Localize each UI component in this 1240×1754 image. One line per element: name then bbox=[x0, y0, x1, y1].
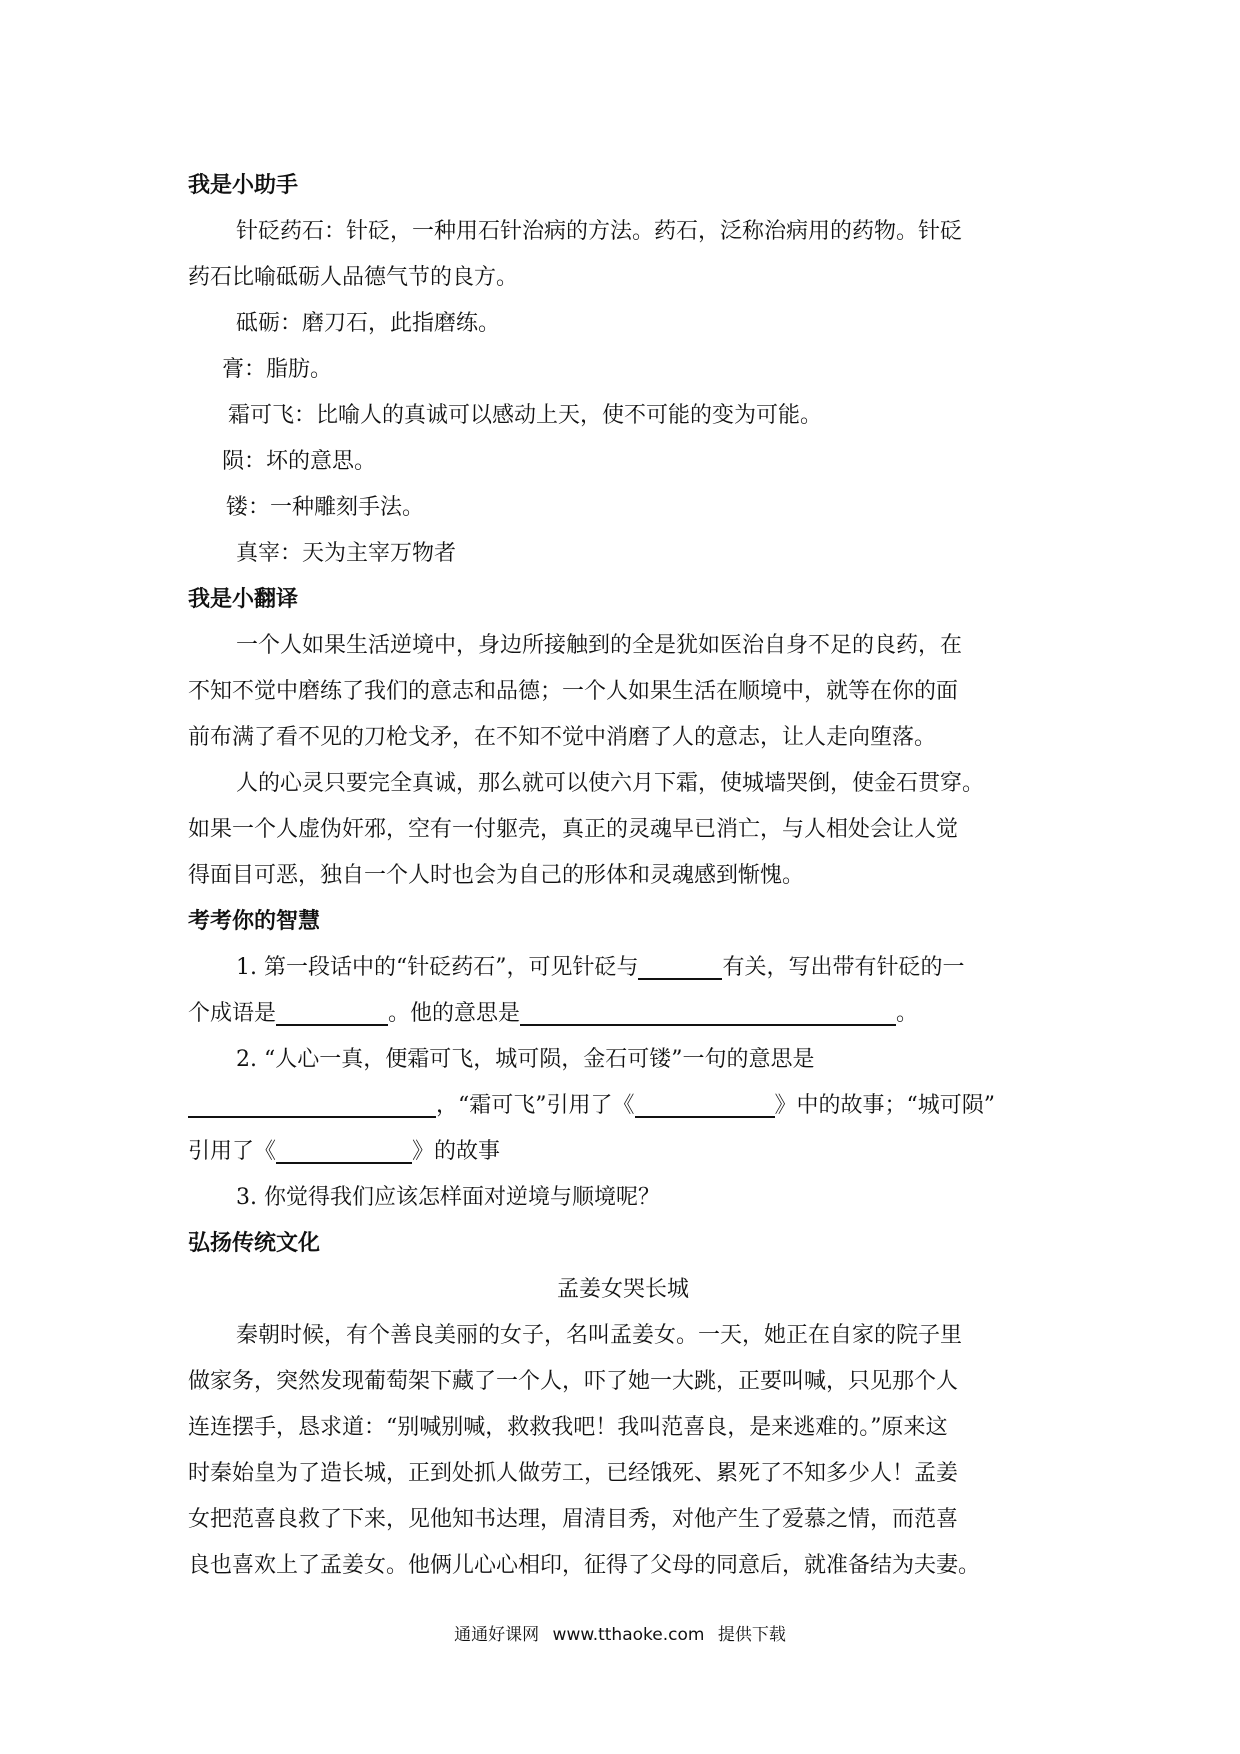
translation-line: 一个人如果生活逆境中，身边所接触到的全是犹如医治自身不足的良药，在 bbox=[236, 633, 963, 658]
answer-blank[interactable] bbox=[276, 1000, 388, 1026]
section-heading-quiz: 考考你的智慧 bbox=[188, 909, 321, 934]
quiz-question-3: 3. 你觉得我们应该怎样面对逆境与顺境呢？ bbox=[236, 1185, 660, 1210]
answer-blank[interactable] bbox=[520, 1000, 896, 1026]
glossary-line: 膏：脂肪。 bbox=[222, 357, 333, 382]
answer-blank[interactable] bbox=[635, 1092, 775, 1118]
quiz-text: 引用了《 bbox=[188, 1139, 277, 1164]
translation-line: 前布满了看不见的刀枪戈矛，在不知不觉中消磨了人的意志，让人走向堕落。 bbox=[188, 725, 937, 750]
quiz-question-1-cont bbox=[188, 991, 1058, 1037]
glossary-line: 针砭药石：针砭，一种用石针治病的方法。药石，泛称治病用的药物。针砭 bbox=[236, 219, 963, 244]
story-line: 做家务，突然发现葡萄架下藏了一个人，吓了她一大跳，正要叫喊，只见那个人 bbox=[188, 1369, 959, 1394]
translation-line: 不知不觉中磨练了我们的意志和品德；一个人如果生活在顺境中，就等在你的面 bbox=[188, 679, 959, 704]
quiz-question-2-cont bbox=[188, 1083, 1058, 1129]
quiz-text: 1. 第一段话中的“针砭药石”，可见针砭与 bbox=[236, 955, 639, 980]
glossary-line: 真宰：天为主宰万物者 bbox=[236, 541, 457, 566]
section-heading-culture: 弘扬传统文化 bbox=[188, 1231, 321, 1256]
section-heading-translation: 我是小翻译 bbox=[188, 587, 299, 612]
footer-site-name: 通通好课网 bbox=[454, 1625, 540, 1645]
quiz-text: 个成语是 bbox=[188, 1001, 277, 1026]
glossary-line: 霜可飞：比喻人的真诚可以感动上天，使不可能的变为可能。 bbox=[228, 403, 823, 428]
answer-blank[interactable] bbox=[276, 1138, 412, 1164]
glossary-line: 陨：坏的意思。 bbox=[222, 449, 377, 474]
quiz-text: 》中的故事；“城可陨” bbox=[774, 1093, 995, 1118]
section-heading-helper: 我是小助手 bbox=[188, 173, 299, 198]
quiz-question-2: 2. “人心一真，便霜可飞，城可陨，金石可镂”一句的意思是 bbox=[236, 1047, 815, 1072]
quiz-text: ，“霜可飞”引用了《 bbox=[436, 1093, 635, 1118]
story-line: 连连摆手，恳求道：“别喊别喊，救救我吧！我叫范喜良，是来逃难的。”原来这 bbox=[188, 1415, 948, 1440]
story-line: 女把范喜良救了下来，见他知书达理，眉清目秀，对他产生了爱慕之情，而范喜 bbox=[188, 1507, 959, 1532]
glossary-line: 药石比喻砥砺人品德气节的良方。 bbox=[188, 265, 519, 290]
quiz-question-2-cont bbox=[188, 1129, 1058, 1175]
quiz-question-1 bbox=[188, 945, 1058, 991]
glossary-line: 镂：一种雕刻手法。 bbox=[226, 495, 425, 520]
quiz-text: 有关，写出带有针砭的一 bbox=[722, 955, 965, 980]
story-line: 时秦始皇为了造长城，正到处抓人做劳工，已经饿死、累死了不知多少人！孟姜 bbox=[188, 1461, 959, 1486]
translation-line: 得面目可恶，独自一个人时也会为自己的形体和灵魂感到惭愧。 bbox=[188, 863, 805, 888]
quiz-text: 》的故事 bbox=[412, 1139, 501, 1164]
answer-blank[interactable] bbox=[638, 954, 722, 980]
answer-blank[interactable] bbox=[188, 1092, 436, 1118]
document-body bbox=[188, 163, 1058, 1589]
translation-line: 如果一个人虚伪奸邪，空有一付躯壳，真正的灵魂早已消亡，与人相处会让人觉 bbox=[188, 817, 959, 842]
translation-line: 人的心灵只要完全真诚，那么就可以使六月下霜，使城墙哭倒，使金石贯穿。 bbox=[236, 771, 985, 796]
glossary-line: 砥砺：磨刀石，此指磨练。 bbox=[236, 311, 501, 336]
quiz-text: 。 bbox=[896, 1001, 919, 1026]
page-footer bbox=[0, 1620, 1240, 1645]
footer-note: 提供下载 bbox=[717, 1625, 786, 1645]
story-line: 良也喜欢上了孟姜女。他俩儿心心相印，征得了父母的同意后，就准备结为夫妻。 bbox=[188, 1553, 981, 1578]
quiz-text: 。他的意思是 bbox=[388, 1001, 521, 1026]
story-title: 孟姜女哭长城 bbox=[556, 1277, 689, 1302]
story-line: 秦朝时候，有个善良美丽的女子，名叫孟姜女。一天，她正在自家的院子里 bbox=[236, 1323, 963, 1348]
footer-url[interactable]: www.tthaoke.com bbox=[552, 1625, 705, 1645]
